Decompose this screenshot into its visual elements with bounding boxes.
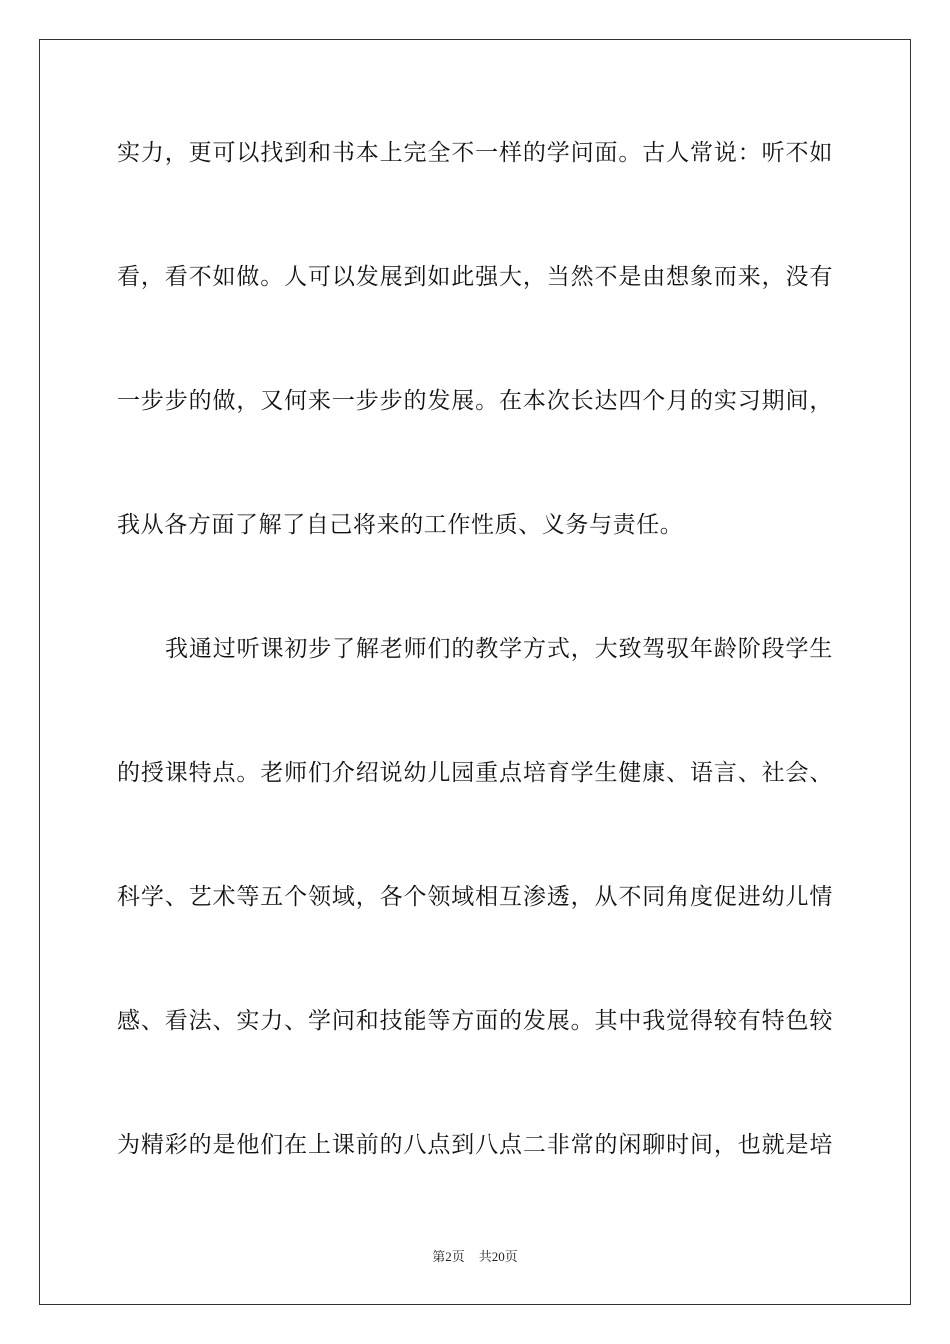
page-border (39, 39, 911, 1305)
body-text-line: 一步步的做，又何来一步步的发展。在本次长达四个月的实习期间， (117, 388, 833, 414)
body-text-line: 感、看法、实力、学问和技能等方面的发展。其中我觉得较有特色较 (117, 1008, 833, 1034)
page-footer (0, 1248, 950, 1266)
body-text-line: 为精彩的是他们在上课前的八点到八点二非常的闲聊时间，也就是培 (117, 1132, 833, 1158)
body-text-line: 看，看不如做。人可以发展到如此强大，当然不是由想象而来，没有 (117, 264, 833, 290)
body-text-line: 我通过听课初步了解老师们的教学方式，大致驾驭年龄阶段学生 (165, 636, 833, 662)
page-total: 共20页 (478, 1249, 518, 1264)
body-text-line: 的授课特点。老师们介绍说幼儿园重点培育学生健康、语言、社会、 (117, 760, 833, 786)
body-text-line: 科学、艺术等五个领域，各个领域相互渗透，从不同角度促进幼儿情 (117, 884, 833, 910)
page-number: 第2页 (432, 1249, 465, 1264)
body-text-line: 我从各方面了解了自己将来的工作性质、义务与责任。 (117, 512, 684, 538)
body-text-line: 实力，更可以找到和书本上完全不一样的学问面。古人常说：听不如 (117, 140, 833, 166)
